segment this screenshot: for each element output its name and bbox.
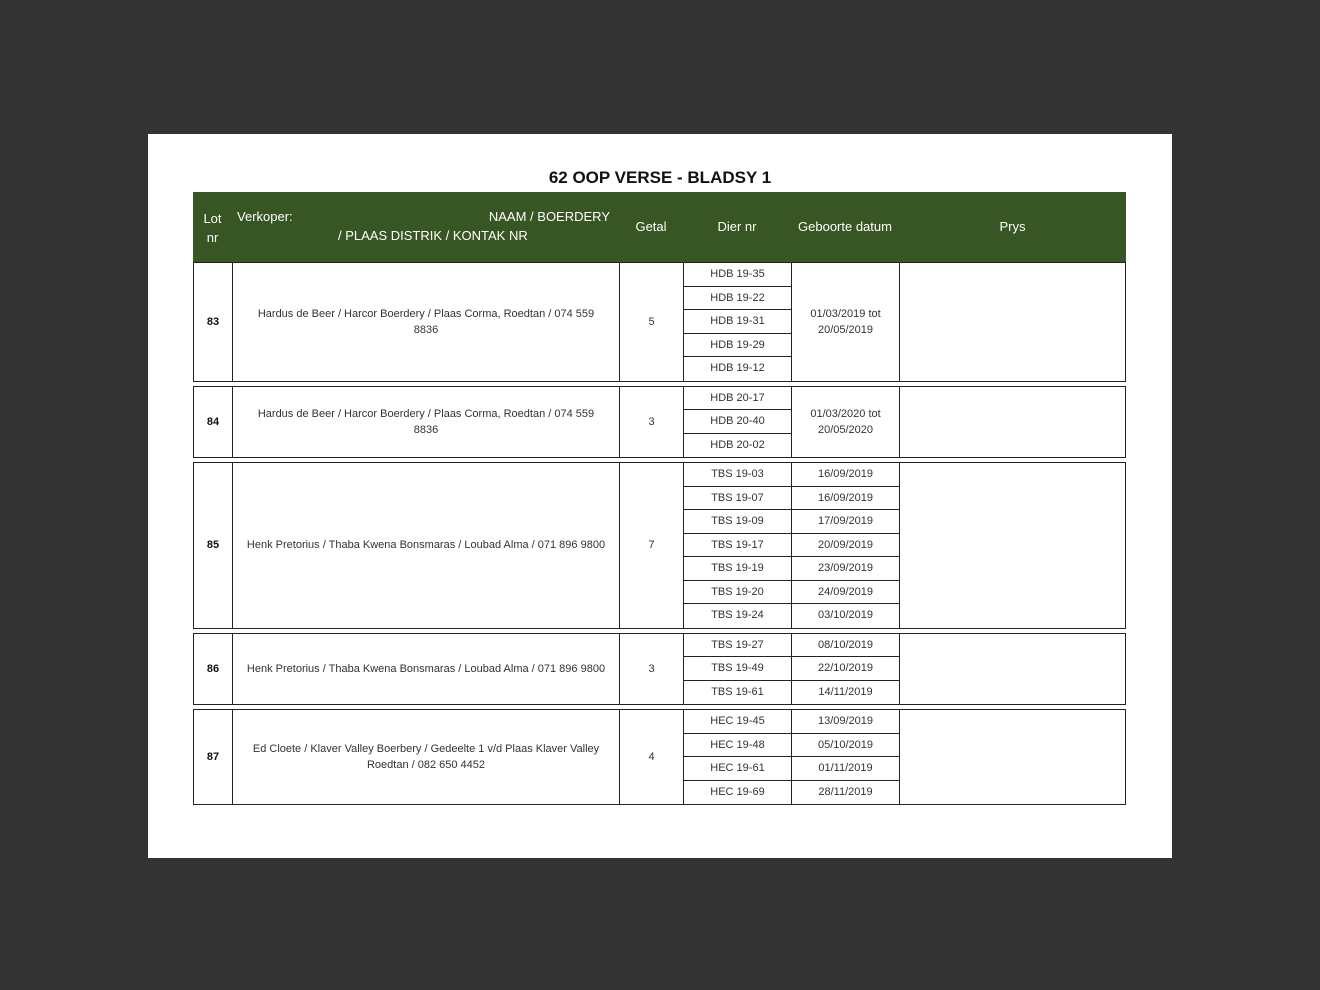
animal-id: HDB 20-40 xyxy=(684,410,791,434)
animal-id: TBS 19-61 xyxy=(711,685,764,698)
header-birth: Geboorte datum xyxy=(798,219,892,234)
animal-count: 5 xyxy=(620,263,684,381)
lot-group xyxy=(193,709,1126,805)
animal-id: HDB 19-31 xyxy=(684,310,791,334)
seller-info: Henk Pretorius / Thaba Kwena Bonsmaras / Loubad Alma / 071 896 9800 xyxy=(233,463,620,628)
animal-id: HEC 19-69 xyxy=(710,785,765,798)
birth-date-range xyxy=(792,263,900,381)
header-animal: Dier nr xyxy=(717,219,757,234)
document-page xyxy=(148,134,1172,858)
birth-date: 01/11/2019 xyxy=(792,757,899,781)
animal-id: TBS 19-27 xyxy=(684,634,791,658)
animal-id: HDB 20-17 xyxy=(684,387,791,411)
header-count: Getal xyxy=(635,219,667,234)
animal-id: HEC 19-45 xyxy=(684,710,791,734)
table-header xyxy=(193,192,1126,262)
birth-date: 13/09/2019 xyxy=(792,710,899,734)
animal-count: 7 xyxy=(620,463,684,628)
animal-id: HDB 19-35 xyxy=(684,263,791,287)
lot-number: 83 xyxy=(194,263,233,381)
lot-number: 84 xyxy=(194,387,233,458)
header-lot-line1: Lot xyxy=(203,211,222,226)
lot-group xyxy=(193,462,1126,629)
header-seller-line2: / PLAAS DISTRIK / KONTAK NR xyxy=(338,228,528,243)
birth-date: 20/09/2019 xyxy=(792,534,899,558)
animal-list xyxy=(684,263,792,381)
header-lot xyxy=(193,209,232,247)
birth-date-list xyxy=(792,463,900,628)
animal-id: HDB 19-12 xyxy=(710,362,765,374)
lot-number: 86 xyxy=(194,634,233,705)
animal-id: TBS 19-17 xyxy=(684,534,791,558)
header-lot-line2: nr xyxy=(206,230,219,245)
lot-number: 87 xyxy=(194,710,233,804)
page-title: 62 OOP VERSE - BLADSY 1 xyxy=(548,168,772,187)
birth-date-range-text: 01/03/2020 tot 20/05/2020 xyxy=(810,407,881,436)
price-cell xyxy=(900,263,1125,381)
seller-info: Hardus de Beer / Harcor Boerdery / Plaas Corma, Roedtan / 074 559 8836 xyxy=(233,263,620,381)
birth-date: 08/10/2019 xyxy=(792,634,899,658)
animal-id: HEC 19-61 xyxy=(684,757,791,781)
header-seller-line1: NAAM / BOERDERY xyxy=(488,209,610,224)
animal-id: TBS 19-07 xyxy=(684,487,791,511)
animal-id: TBS 19-09 xyxy=(684,510,791,534)
animal-id: TBS 19-24 xyxy=(711,609,764,621)
seller-info: Hardus de Beer / Harcor Boerdery / Plaas Corma, Roedtan / 074 559 8836 xyxy=(233,387,620,458)
animal-list xyxy=(684,710,792,804)
animal-count: 3 xyxy=(620,634,684,705)
price-cell xyxy=(900,634,1125,705)
animal-id: TBS 19-03 xyxy=(684,463,791,487)
birth-date: 23/09/2019 xyxy=(792,557,899,581)
birth-date: 28/11/2019 xyxy=(818,785,873,798)
animal-id: HDB 19-29 xyxy=(684,334,791,358)
price-cell xyxy=(900,463,1125,628)
birth-date: 17/09/2019 xyxy=(792,510,899,534)
price-cell xyxy=(900,387,1125,458)
birth-date: 16/09/2019 xyxy=(792,487,899,511)
lot-group xyxy=(193,633,1126,706)
lot-group xyxy=(193,386,1126,459)
header-seller-prefix: Verkoper: xyxy=(237,209,293,224)
animal-count: 3 xyxy=(620,387,684,458)
birth-date-range-text: 01/03/2019 tot 20/05/2019 xyxy=(810,307,881,336)
animal-id: HDB 19-22 xyxy=(684,287,791,311)
animal-list xyxy=(684,387,792,458)
birth-date: 03/10/2019 xyxy=(817,609,874,621)
animal-count: 4 xyxy=(620,710,684,804)
animal-id: HDB 20-02 xyxy=(710,438,765,451)
animal-id: TBS 19-20 xyxy=(684,581,791,605)
lot-group xyxy=(193,262,1126,382)
birth-date: 16/09/2019 xyxy=(792,463,899,487)
animal-id: TBS 19-19 xyxy=(684,557,791,581)
birth-date-range xyxy=(792,387,900,458)
birth-date: 14/11/2019 xyxy=(818,685,873,698)
birth-date-list xyxy=(792,710,900,804)
header-price: Prys xyxy=(999,219,1026,234)
animal-id: TBS 19-49 xyxy=(684,657,791,681)
animal-list xyxy=(684,634,792,705)
animal-id: HEC 19-48 xyxy=(684,734,791,758)
birth-date: 05/10/2019 xyxy=(792,734,899,758)
lot-number: 85 xyxy=(194,463,233,628)
birth-date: 24/09/2019 xyxy=(792,581,899,605)
birth-date-list xyxy=(792,634,900,705)
price-cell xyxy=(900,710,1125,804)
animal-list xyxy=(684,463,792,628)
seller-info: Henk Pretorius / Thaba Kwena Bonsmaras / Loubad Alma / 071 896 9800 xyxy=(233,634,620,705)
birth-date: 22/10/2019 xyxy=(792,657,899,681)
seller-info: Ed Cloete / Klaver Valley Boerbery / Gedeelte 1 v/d Plaas Klaver Valley Roedtan / 082 650 4452 xyxy=(233,710,620,804)
